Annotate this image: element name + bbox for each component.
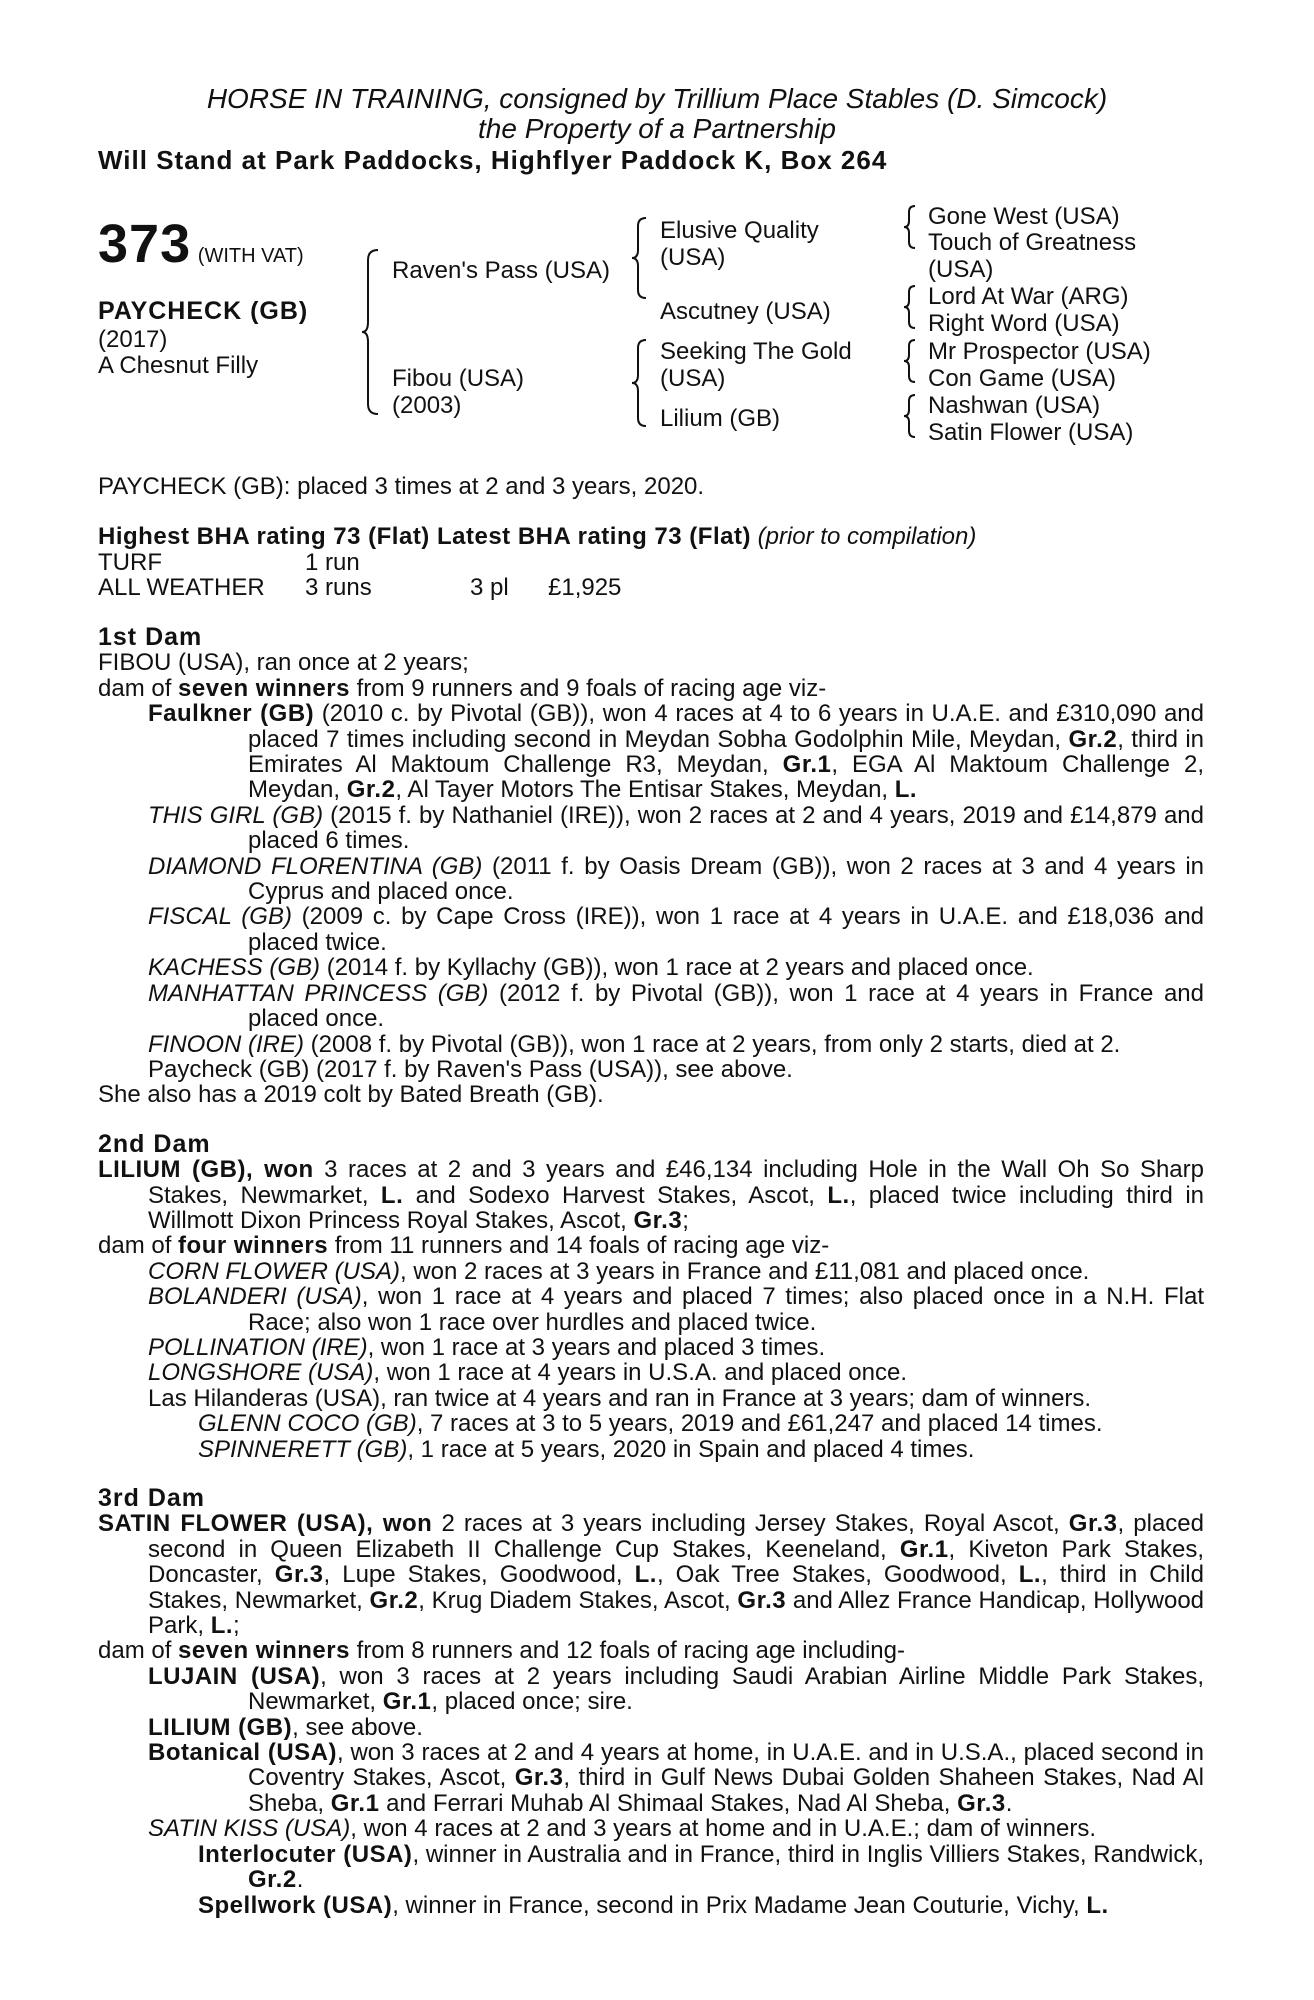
dam3-e3-name: Botanical (USA) — [148, 1739, 337, 1767]
pedigree-ggs4: Right Word (USA) — [928, 310, 1120, 337]
vat-label: (WITH VAT) — [197, 245, 304, 267]
dam2-text-b: and Sodexo Harvest Stakes, Ascot, — [403, 1181, 828, 1209]
pedigree-ggs6: Con Game (USA) — [928, 365, 1117, 392]
pedigree-gs2: Ascutney (USA) — [660, 298, 831, 325]
dam3-e3-text-c: and Ferrari Muhab Al Shimaal Stakes, Nad Al Sheba, — [379, 1789, 958, 1817]
dam1-entry-8: Paycheck (GB) (2017 f. by Raven's Pass (USA)), see above. — [148, 1055, 793, 1083]
dam3-main — [98, 1511, 1204, 1638]
dam3-e5-name: Interlocuter (USA) — [198, 1840, 413, 1868]
horse-name: PAYCHECK (GB) — [98, 297, 309, 325]
pedigree-ggs3: Lord At War (ARG) — [928, 283, 1129, 310]
dam3-name: SATIN FLOWER (USA) — [98, 1510, 367, 1538]
dam3-text-d: , Lupe Stakes, Goodwood, — [323, 1561, 635, 1589]
aw-label: ALL WEATHER — [98, 574, 265, 601]
dam3-e4-text: , won 4 races at 2 and 3 years at home and in U.A.E.; dam of winners. — [350, 1815, 1096, 1843]
dam3-g3b: Gr.3 — [274, 1561, 324, 1589]
dam2-entry-5: Las Hilanderas (USA), ran twice at 4 years and ran in France at 3 years; dam of winners. — [148, 1384, 1092, 1412]
dam3-dam-of-c: from 8 runners and 12 foals of racing age including- — [349, 1637, 905, 1665]
dam2-won: , won — [245, 1156, 314, 1184]
dam3-e2-text: , see above. — [292, 1713, 423, 1741]
dam2-e4-text: , won 1 race at 4 years in U.S.A. and placed once. — [373, 1359, 908, 1387]
dam1-e4-text: (2009 c. by Cape Cross (IRE)), won 1 race at 4 years in U.A.E. and £18,036 and placed twice. — [248, 903, 1205, 956]
dam2-entry-2 — [98, 1284, 1204, 1335]
pedigree-dam-year: (2003) — [392, 392, 462, 419]
pedigree-ggs1: Gone West (USA) — [928, 203, 1120, 230]
pedigree-brace-2 — [630, 216, 650, 300]
dam1-e1-g2: Gr.2 — [1068, 725, 1118, 753]
dam3-e1-text-a: , won 3 races at 2 years including Saudi Arabian Airline Middle Park Stakes, Newmarket, — [248, 1662, 1204, 1716]
turf-runs: 1 run — [305, 549, 360, 576]
dam3-e3-g1: Gr.1 — [330, 1789, 380, 1817]
pedigree-gs1b: (USA) — [660, 244, 726, 271]
dam1-e4-name: FISCAL (GB) — [148, 903, 292, 931]
dam3-text-g: , Krug Diadem Stakes, Ascot, — [418, 1586, 738, 1614]
dam1-e6-name: MANHATTAN PRINCESS (GB) — [148, 979, 489, 1007]
dam3-e3-text-a: , won 3 races at 2 and 4 years at home, in U.A.E. and in U.S.A., placed second in Coventry Stakes, Ascot, — [248, 1739, 1204, 1792]
dam3-e3-text-d: . — [1005, 1789, 1013, 1817]
dam1-e7-name: FINOON (IRE) — [148, 1030, 304, 1058]
dam2-text-c: , placed twice including third in Willmott Dixon Princess Royal Stakes, Ascot, — [148, 1181, 1204, 1234]
dam1-line2c: from 9 runners and 9 foals of racing age viz- — [349, 674, 827, 702]
lot-number: 373 — [98, 214, 192, 274]
dam1-e1-text-b: , third in Emirates Al Maktoum Challenge R3, Meydan, — [248, 725, 1205, 779]
dam1-e1-g1: Gr.1 — [782, 751, 832, 779]
dam3-e3-text-b: , third in Gulf News Dubai Golden Shaheen Stakes, Nad Al Sheba, — [248, 1764, 1204, 1817]
dam1-e1-text-a: (2010 c. by Pivotal (GB)), won 4 races at 4 to 6 years in U.A.E. and £310,090 and placed 7 times including second in Meydan Sobha Godolphin Mile, Meydan, — [248, 700, 1204, 753]
dam3-g2a: Gr.2 — [369, 1586, 419, 1614]
dam1-entry-1 — [98, 701, 1204, 803]
dam1-line2 — [98, 676, 1204, 701]
dam1-e1-l: L. — [894, 776, 918, 804]
dam2-e1-text: , won 2 races at 3 years in France and £11,081 and placed once. — [400, 1257, 1090, 1285]
dam2-main — [98, 1157, 1204, 1233]
dam1-entry-4 — [98, 904, 1204, 955]
dam1-entry-2 — [98, 803, 1204, 854]
dam2-e6-text: , 7 races at 3 to 5 years, 2019 and £61,247 and placed 14 times. — [416, 1410, 1103, 1438]
dam3-entry-5 — [98, 1842, 1204, 1893]
dam2-dam-of-c: from 11 runners and 14 foals of racing age viz- — [328, 1232, 830, 1260]
dam3-e3-g3a: Gr.3 — [514, 1764, 564, 1792]
pedigree-ggs2b: (USA) — [928, 256, 994, 283]
dam1-e1-text-c: , EGA Al Maktoum Challenge 2, Meydan, — [248, 751, 1204, 804]
header-line-2: the Property of a Partnership — [478, 113, 836, 144]
pedigree-ggs7: Nashwan (USA) — [928, 392, 1101, 419]
dam2-e3-name: POLLINATION (IRE) — [148, 1333, 368, 1361]
dam3-text-i: ; — [233, 1612, 240, 1640]
pedigree-ggs8: Satin Flower (USA) — [928, 419, 1134, 446]
dam3-e3-g3b: Gr.3 — [957, 1789, 1006, 1817]
dam1-entry-3 — [98, 854, 1204, 905]
dam3-dam-of — [98, 1638, 1204, 1663]
dam1-e2-text: (2015 f. by Nathaniel (IRE)), won 2 races at 2 and 4 years, 2019 and £14,879 and placed 6 times. — [248, 801, 1204, 855]
dam2-text-d: ; — [682, 1206, 689, 1234]
aw-placed: 3 pl — [470, 574, 509, 601]
pedigree-sire: Raven's Pass (USA) — [392, 257, 610, 284]
ratings-title: Highest BHA rating 73 (Flat) Latest BHA rating 73 (Flat) — [98, 523, 751, 550]
dam2-entry-6 — [98, 1411, 1204, 1436]
pedigree-dam: Fibou (USA) — [392, 365, 525, 392]
aw-runs: 3 runs — [305, 574, 372, 601]
pedigree-gs4: Lilium (GB) — [660, 405, 781, 432]
ratings-note: (prior to compilation) — [757, 523, 977, 550]
pedigree-ggs5: Mr Prospector (USA) — [928, 338, 1151, 365]
dam3-l1: L. — [634, 1561, 657, 1589]
dam3-e1-name: LUJAIN (USA) — [148, 1662, 321, 1690]
dam1-heading: 1st Dam — [98, 623, 203, 651]
dam1-e3-text: (2011 f. by Oasis Dream (GB)), won 2 races at 3 and 4 years in Cyprus and placed once. — [248, 852, 1205, 906]
dam2-e6-name: GLENN COCO (GB) — [198, 1410, 417, 1438]
dam3-e1-text-b: , placed once; sire. — [431, 1688, 633, 1716]
header-line-1: HORSE IN TRAINING, consigned by Trillium Place Stables (D. Simcock) — [206, 83, 1108, 114]
dam2-heading: 2nd Dam — [98, 1129, 211, 1158]
summary-line: PAYCHECK (GB): placed 3 times at 2 and 3 years, 2020. — [98, 473, 705, 500]
dam3-g3a: Gr.3 — [1068, 1510, 1118, 1538]
dam2-e1-name: CORN FLOWER (USA) — [148, 1257, 400, 1285]
dam2-l2: L. — [827, 1181, 850, 1209]
ratings-line — [98, 524, 976, 550]
dam3-text-c: , Kiveton Park Stakes, Doncaster, — [148, 1535, 1205, 1589]
dam1-e2-name: THIS GIRL (GB) — [148, 801, 324, 829]
dam1-entry-6 — [98, 981, 1204, 1032]
dam3-entry-3 — [98, 1740, 1204, 1816]
pedigree-brace-4 — [902, 204, 918, 250]
dam1-e5-text: (2014 f. by Kyllachy (GB)), won 1 race at 2 years and placed once. — [320, 954, 1034, 982]
dam3-e5-text-b: . — [296, 1866, 304, 1894]
aw-prize: £1,925 — [548, 574, 622, 601]
dam3-e6-text-a: , winner in France, second in Prix Madame Jean Couturie, Vichy, — [392, 1891, 1087, 1919]
dam2-entry-3 — [98, 1335, 1204, 1360]
dam3-text-a: 2 races at 3 years including Jersey Stakes, Royal Ascot, — [432, 1510, 1069, 1538]
dam3-entry-1 — [98, 1664, 1204, 1715]
dam3-e1-g1: Gr.1 — [382, 1688, 432, 1716]
dam3-l2: L. — [1018, 1561, 1042, 1589]
dam2-e7-text: , 1 race at 5 years, 2020 in Spain and placed 4 times. — [407, 1435, 975, 1463]
dam3-l3: L. — [210, 1612, 234, 1640]
pedigree-brace-3 — [630, 338, 650, 428]
pedigree-ggs2: Touch of Greatness — [928, 229, 1137, 256]
dam2-entry-1 — [98, 1259, 1204, 1284]
dam3-dam-of-a: dam of — [98, 1637, 179, 1665]
dam3-g3c: Gr.3 — [737, 1586, 787, 1614]
dam2-e2-name: BOLANDERI (USA) — [148, 1283, 362, 1311]
dam3-e4-name: SATIN KISS (USA) — [148, 1815, 351, 1843]
dam3-entry-6 — [98, 1893, 1204, 1918]
dam3-dam-of-b: seven winners — [178, 1637, 350, 1665]
horse-description: A Chesnut Filly — [98, 352, 259, 379]
dam1-line1: FIBOU (USA), ran once at 2 years; — [98, 649, 469, 677]
dam3-section — [98, 1486, 1204, 1918]
pedigree-gs3b: (USA) — [660, 365, 726, 392]
dam3-e2-name: LILIUM (GB) — [148, 1713, 293, 1741]
dam3-text-b: , placed second in Queen Elizabeth II Challenge Cup Stakes, Keeneland, — [148, 1510, 1204, 1563]
dam1-e5-name: KACHESS (GB) — [148, 954, 321, 982]
dam2-e4-name: LONGSHORE (USA) — [148, 1359, 374, 1387]
dam3-entry-2 — [98, 1715, 1204, 1740]
dam1-entry-5 — [98, 955, 1204, 980]
dam2-dam-of-a: dam of — [98, 1232, 179, 1260]
dam3-text-e: , Oak Tree Stakes, Goodwood, — [656, 1561, 1019, 1589]
dam2-entry-4 — [98, 1360, 1204, 1385]
pedigree-gs1: Elusive Quality — [660, 217, 819, 244]
pedigree-brace-6 — [902, 338, 918, 384]
dam3-e6-l: L. — [1086, 1891, 1109, 1919]
dam3-entry-4 — [98, 1816, 1204, 1841]
dam3-won: , won — [366, 1510, 433, 1538]
dam1-line2b: seven winners — [178, 674, 350, 702]
pedigree-brace-1 — [360, 248, 382, 416]
dam1-e7-text: (2008 f. by Pivotal (GB)), won 1 race at 2 years, from only 2 starts, died at 2. — [304, 1030, 1121, 1058]
dam1-line2a: dam of — [98, 674, 179, 702]
dam3-heading: 3rd Dam — [98, 1484, 206, 1512]
dam1-e3-name: DIAMOND FLORENTINA (GB) — [148, 852, 483, 880]
dam2-e2-text: , won 1 race at 4 years and placed 7 times; also placed once in a N.H. Flat Race; also won 1 race over hurdles and placed twice. — [248, 1283, 1204, 1336]
turf-label: TURF — [98, 549, 162, 576]
dam3-text-h: and Allez France Handicap, Hollywood Park, — [148, 1586, 1205, 1640]
dam3-text-f: , third in Child Stakes, Newmarket, — [148, 1561, 1204, 1614]
dam1-e1-text-d: , Al Tayer Motors The Entisar Stakes, Meydan, — [395, 776, 895, 804]
header-line-3: Will Stand at Park Paddocks, Highflyer Paddock K, Box 264 — [98, 145, 888, 175]
pedigree-brace-7 — [902, 393, 918, 439]
pedigree-gs3: Seeking The Gold — [660, 338, 852, 365]
dam3-e6-name: Spellwork (USA) — [198, 1891, 393, 1919]
dam3-e5-g2: Gr.2 — [248, 1866, 297, 1894]
dam1-section — [98, 625, 1204, 1108]
dam2-dam-of — [98, 1233, 1204, 1258]
dam1-e6-text: (2012 f. by Pivotal (GB)), won 1 race at 4 years in France and placed once. — [248, 979, 1204, 1033]
dam2-g3: Gr.3 — [633, 1206, 683, 1234]
pedigree-brace-5 — [902, 284, 918, 330]
dam3-g1a: Gr.1 — [899, 1535, 949, 1563]
dam2-entry-7 — [98, 1437, 1204, 1462]
dam2-text-a: 3 races at 2 and 3 years and £46,134 including Hole in the Wall Oh So Sharp Stakes, Newmarket, — [148, 1156, 1204, 1209]
dam1-e1-name: Faulkner (GB) — [148, 700, 315, 728]
horse-year: (2017) — [98, 326, 168, 353]
dam2-l1: L. — [380, 1181, 404, 1209]
dam3-e5-text-a: , winner in Australia and in France, third in Inglis Villiers Stakes, Randwick, — [412, 1840, 1204, 1868]
dam1-footer: She also has a 2019 colt by Bated Breath (GB). — [98, 1081, 604, 1109]
dam2-e7-name: SPINNERETT (GB) — [198, 1435, 408, 1463]
dam1-entry-7 — [98, 1032, 1204, 1057]
lot-number-row — [98, 216, 304, 272]
dam2-e3-text: , won 1 race at 3 years and placed 3 times. — [367, 1333, 826, 1361]
dam1-e1-g2b: Gr.2 — [346, 776, 396, 804]
dam2-name: LILIUM (GB) — [98, 1156, 246, 1184]
dam2-dam-of-b: four winners — [178, 1232, 329, 1260]
dam-sections — [98, 625, 1204, 1918]
dam2-section — [98, 1129, 1204, 1463]
